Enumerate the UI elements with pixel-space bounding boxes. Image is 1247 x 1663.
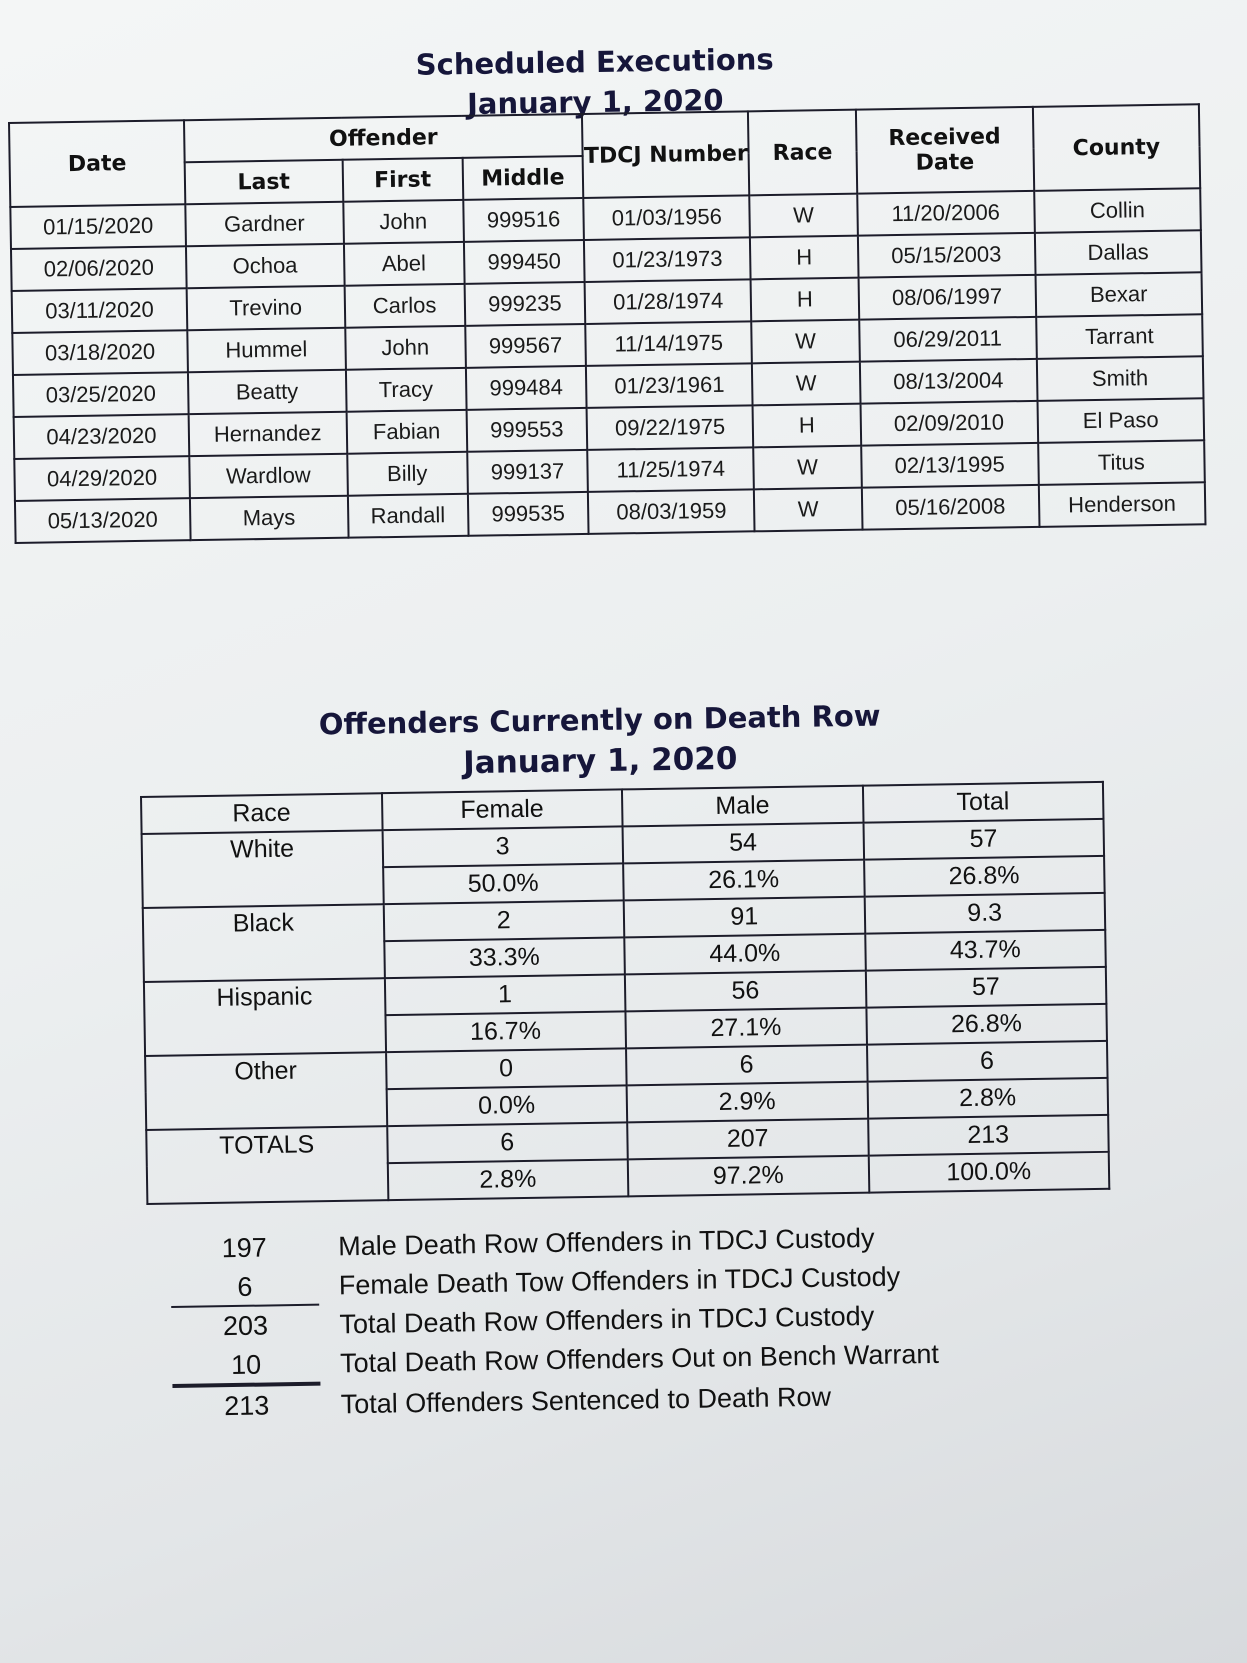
cell-date: 04/29/2020 <box>14 456 190 501</box>
cell-first: Randall <box>347 494 468 538</box>
cell-last: Wardlow <box>189 454 347 498</box>
scheduled-executions-table <box>8 103 1206 544</box>
cell-male-count: 91 <box>624 897 865 938</box>
cell-total-count: 57 <box>863 819 1104 860</box>
cell-received: 05/16/2008 <box>861 485 1039 530</box>
cell-race: Other <box>145 1052 387 1130</box>
cell-male-count: 54 <box>623 823 864 864</box>
cell-female-pct: 16.7% <box>385 1011 626 1052</box>
cell-middle: 999235 <box>464 282 585 326</box>
cell-total-pct: 2.8% <box>867 1078 1108 1119</box>
summary-value: 197 <box>221 1232 268 1264</box>
cell-female-count: 3 <box>382 826 623 867</box>
cell-middle: 999516 <box>463 198 584 242</box>
cell-race: W <box>750 194 858 238</box>
cell-tdcj: 01/23/1961 <box>586 363 753 408</box>
cell-first: Fabian <box>346 410 467 454</box>
cell-first: Carlos <box>344 284 465 328</box>
section-title: Scheduled Executions <box>415 42 774 82</box>
cell-race: W <box>752 320 860 364</box>
cell-race: H <box>750 236 858 280</box>
cell-tdcj: 09/22/1975 <box>587 405 754 450</box>
cell-last: Gardner <box>185 202 343 246</box>
summary-value: 6 <box>237 1271 253 1302</box>
header-female: Female <box>381 789 622 830</box>
header-received-date: Received Date <box>855 107 1033 194</box>
cell-race: W <box>754 488 862 532</box>
summary-label: Male Death Row Offenders in TDCJ Custody <box>338 1222 875 1262</box>
death-row-table <box>140 781 1110 1205</box>
cell-received: 08/13/2004 <box>859 359 1037 404</box>
section-title: Offenders Currently on Death Row <box>318 698 881 742</box>
cell-female-pct: 50.0% <box>383 863 624 904</box>
cell-date: 05/13/2020 <box>15 498 191 543</box>
summary-label: Female Death Tow Offenders in TDCJ Custody <box>338 1261 901 1301</box>
cell-received: 08/06/1997 <box>858 275 1036 320</box>
header-last: Last <box>185 160 343 204</box>
cell-county: Collin <box>1034 188 1201 233</box>
cell-date: 03/25/2020 <box>13 372 189 417</box>
cell-middle: 999535 <box>468 492 589 536</box>
cell-race: Black <box>143 904 385 982</box>
cell-county: Smith <box>1037 356 1204 401</box>
cell-first: John <box>345 326 466 370</box>
cell-male-pct: 2.9% <box>627 1082 868 1123</box>
cell-county: El Paso <box>1037 398 1204 443</box>
cell-last: Hummel <box>187 328 345 372</box>
cell-male-pct: 26.1% <box>623 860 864 901</box>
cell-received: 02/13/1995 <box>861 443 1039 488</box>
header-total: Total <box>862 782 1103 823</box>
cell-total-pct: 43.7% <box>865 930 1106 971</box>
header-race: Race <box>141 793 382 834</box>
cell-last: Hernandez <box>189 412 347 456</box>
cell-total-pct: 26.8% <box>866 1004 1107 1045</box>
cell-race: W <box>754 446 862 490</box>
cell-total-count: 9.3 <box>864 893 1105 934</box>
cell-first: John <box>343 200 464 244</box>
custody-summary <box>170 1218 940 1427</box>
cell-total-count: 213 <box>868 1115 1109 1156</box>
cell-first: Tracy <box>345 368 466 412</box>
cell-female-pct: 33.3% <box>384 937 625 978</box>
summary-value: 10 <box>230 1349 262 1381</box>
header-offender: Offender <box>184 114 583 162</box>
cell-middle: 999137 <box>467 450 588 494</box>
cell-male-pct: 44.0% <box>624 934 865 975</box>
cell-total-pct: 26.8% <box>864 856 1105 897</box>
header-race: Race <box>748 110 856 196</box>
cell-middle: 999553 <box>466 408 587 452</box>
cell-race: TOTALS <box>146 1126 388 1204</box>
cell-received: 02/09/2010 <box>860 401 1038 446</box>
cell-female-pct: 0.0% <box>386 1085 627 1126</box>
cell-race: White <box>142 830 384 908</box>
cell-date: 04/23/2020 <box>14 414 190 459</box>
header-first: First <box>342 158 463 202</box>
header-date: Date <box>9 120 185 207</box>
death-row-title <box>269 695 930 787</box>
cell-total-count: 6 <box>866 1041 1107 1082</box>
cell-date: 01/15/2020 <box>10 204 186 249</box>
summary-label: Total Death Row Offenders in TDCJ Custody <box>339 1300 875 1340</box>
cell-date: 03/18/2020 <box>12 330 188 375</box>
cell-male-pct: 27.1% <box>625 1008 866 1049</box>
cell-male-count: 6 <box>626 1045 867 1086</box>
summary-label: Total Death Row Offenders Out on Bench Warrant <box>339 1338 940 1379</box>
cell-tdcj: 01/03/1956 <box>583 195 750 240</box>
cell-male-pct: 97.2% <box>628 1156 869 1197</box>
header-middle: Middle <box>462 156 583 200</box>
cell-race: W <box>752 362 860 406</box>
section-date: January 1, 2020 <box>462 740 738 782</box>
header-county: County <box>1033 104 1201 191</box>
section-date: January 1, 2020 <box>466 82 724 122</box>
cell-race: H <box>751 278 859 322</box>
cell-female-count: 1 <box>384 974 625 1015</box>
cell-total-count: 57 <box>865 967 1106 1008</box>
cell-last: Ochoa <box>186 244 344 288</box>
cell-county: Tarrant <box>1036 314 1203 359</box>
cell-last: Beatty <box>188 370 346 414</box>
summary-value: 203 <box>222 1310 269 1342</box>
cell-received: 11/20/2006 <box>857 191 1035 236</box>
cell-county: Titus <box>1038 440 1205 485</box>
cell-county: Bexar <box>1035 272 1202 317</box>
cell-male-count: 56 <box>625 971 866 1012</box>
summary-label: Total Offenders Sentenced to Death Row <box>340 1381 832 1420</box>
cell-received: 05/15/2003 <box>857 233 1035 278</box>
cell-date: 02/06/2020 <box>11 246 187 291</box>
cell-county: Henderson <box>1039 482 1206 527</box>
cell-female-pct: 2.8% <box>387 1159 628 1200</box>
header-tdcj-number: TDCJ Number <box>582 111 750 198</box>
cell-race: H <box>753 404 861 448</box>
cell-female-count: 2 <box>383 900 624 941</box>
cell-first: Abel <box>343 242 464 286</box>
cell-received: 06/29/2011 <box>859 317 1037 362</box>
cell-tdcj: 01/28/1974 <box>585 279 752 324</box>
cell-middle: 999567 <box>465 324 586 368</box>
cell-female-count: 0 <box>386 1048 627 1089</box>
cell-first: Billy <box>347 452 468 496</box>
cell-race: Hispanic <box>144 978 386 1056</box>
cell-date: 03/11/2020 <box>12 288 188 333</box>
cell-female-count: 6 <box>387 1122 628 1163</box>
cell-tdcj: 11/25/1974 <box>587 447 754 492</box>
cell-tdcj: 01/23/1973 <box>584 237 751 282</box>
cell-middle: 999450 <box>464 240 585 284</box>
cell-tdcj: 08/03/1959 <box>588 489 755 534</box>
cell-male-count: 207 <box>627 1119 868 1160</box>
cell-total-pct: 100.0% <box>868 1152 1109 1193</box>
header-male: Male <box>622 786 863 827</box>
summary-value: 213 <box>224 1390 270 1422</box>
cell-middle: 999484 <box>466 366 587 410</box>
cell-last: Mays <box>190 496 348 540</box>
cell-tdcj: 11/14/1975 <box>585 321 752 366</box>
cell-last: Trevino <box>187 286 345 330</box>
cell-county: Dallas <box>1035 230 1202 275</box>
